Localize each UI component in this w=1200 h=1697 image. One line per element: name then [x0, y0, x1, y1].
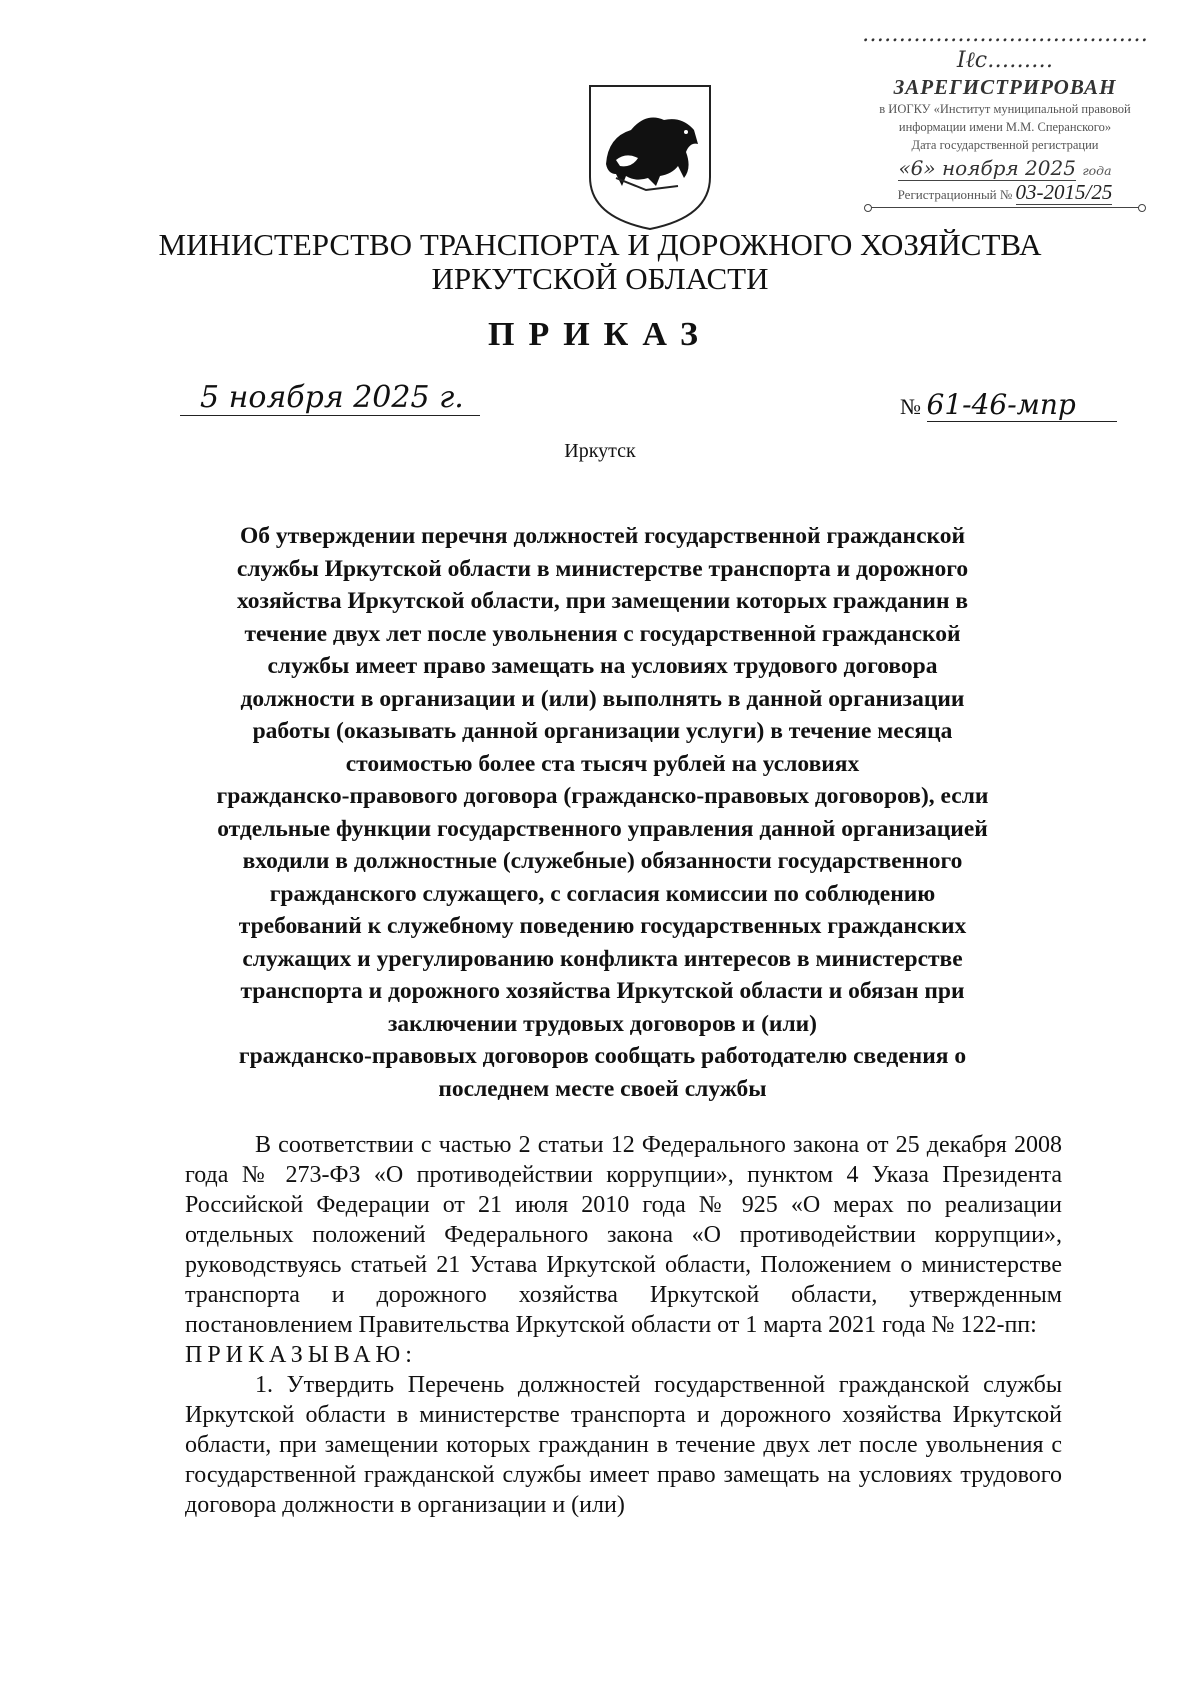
order-number-value: 61-46-мпр	[927, 388, 1117, 422]
title-line: службы Иркутской области в министерстве транспорта и дорожного	[236, 555, 969, 582]
item-1-paragraph: 1. Утвердить Перечень должностей государственной гражданской службы Иркутской области в министерстве транспорта и дорожного хозяйства Иркутской области, при замещении которых гражданин в течение двух лет после увольнения с государственной гражданской службы имеет право замещать на условиях трудового договора должности в организации и (или)	[185, 1372, 1062, 1518]
preamble-paragraph: В соответствии с частью 2 статьи 12 Федерального закона от 25 декабря 2008 года № 273-ФЗ «О противодействии коррупции», пунктом 4 Указа Президента Российской Федерации от 21 июля 2010 года № 925 «О мерах по реализации отдельных положений Федерального закона «О противодействии коррупции», руководствуясь статьей 21 Устава Иркутской области, Положением о министерстве транспорта и дорожного хозяйства Иркутской области, утвержденным постановлением Правительства Иркутской области от 1 марта 2021 года № 122-пп:	[185, 1132, 1062, 1338]
title-line: службы имеет право замещать на условиях трудового договора	[267, 653, 938, 679]
document-title	[185, 520, 1020, 1105]
city: Иркутск	[564, 440, 636, 462]
stamp-org-line1: в ИОГКУ «Институт муниципальной правовой	[879, 102, 1131, 116]
stamp-date-row	[835, 156, 1175, 180]
title-line: Об утверждении перечня должностей государственной гражданской	[239, 523, 966, 549]
title-line: заключении трудовых договоров и (или)	[387, 1010, 818, 1037]
title-line: хозяйства Иркутской области, при замещении которых гражданин в	[236, 588, 969, 614]
stamp-title: ЗАРЕГИСТРИРОВАН	[893, 75, 1117, 99]
stamp-date-label: Дата государственной регистрации	[911, 138, 1099, 152]
document-type: ПРИКАЗ	[488, 316, 712, 353]
title-line: течение двух лет после увольнения с государственной гражданской	[244, 620, 961, 647]
coat-of-arms-icon	[586, 82, 714, 232]
stamp-divider	[870, 207, 1140, 208]
title-line: требований к служебному поведению государственных гражданских	[238, 913, 967, 939]
stamp-date-suffix: года	[1082, 163, 1112, 178]
title-line: работы (оказывать данной организации услуги) в течение месяца	[252, 718, 953, 744]
order-number-prefix: №	[900, 394, 921, 419]
ministry-line2: ИРКУТСКОЙ ОБЛАСТИ	[431, 261, 769, 296]
title-line: служащих и урегулированию конфликта интересов в министерстве	[242, 945, 963, 972]
title-line: транспорта и дорожного хозяйства Иркутской области и обязан при	[240, 978, 965, 1004]
stamp-signature: …………………………………Ιℓc………	[862, 22, 1148, 73]
order-number	[900, 388, 1140, 422]
title-line: должности в организации и (или) выполнять в данной организации	[240, 685, 965, 712]
title-line: гражданского служащего, с согласия комиссии по соблюдению	[269, 880, 936, 907]
title-line: последнем месте своей службы	[438, 1075, 767, 1102]
title-line: стоимостью более ста тысяч рублей на условиях	[345, 750, 860, 777]
stamp-date-value: «6» ноября 2025	[898, 156, 1076, 180]
title-line: гражданско-правового договора (гражданско-правовых договоров), если	[216, 783, 989, 809]
title-line: входили в должностные (служебные) обязанности государственного	[242, 848, 963, 874]
document-body	[185, 1130, 1062, 1520]
stamp-org-line2: информации имени М.М. Сперанского»	[898, 120, 1112, 134]
stamp-reg-label: Регистрационный №	[897, 187, 1013, 202]
stamp-reg-value: 03-2015/25	[1015, 180, 1113, 204]
order-date: 5 ноября 2025 г.	[180, 380, 480, 416]
title-line: отдельные функции государственного управления данной организацией	[217, 815, 988, 842]
ministry-name	[0, 228, 1200, 296]
title-line: гражданско-правовых договоров сообщать работодателю сведения о	[238, 1043, 967, 1069]
stamp-reg-row	[835, 180, 1175, 205]
ministry-line1: МИНИСТЕРСТВО ТРАНСПОРТА И ДОРОЖНОГО ХОЗЯЙСТВА	[158, 227, 1042, 262]
registration-stamp	[835, 22, 1175, 210]
order-word: ПРИКАЗЫВАЮ:	[185, 1342, 417, 1368]
